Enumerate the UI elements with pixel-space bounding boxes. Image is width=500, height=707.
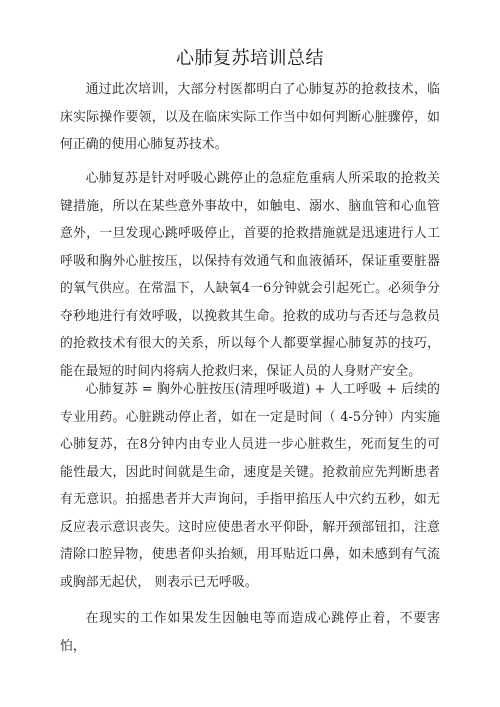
paragraph-1: 通过此次培训，大部分村医都明白了心肺复苏的抢救技术，临床实际操作要领，以及在临床实际工作当中如何判断心脏骤停，如何正确的使用心肺复苏技术。: [60, 82, 440, 152]
paragraph-3: 心肺复苏 = 胸外心脏按压(清理呼吸道) + 人工呼吸 + 后续的专业用药。心脏跳动停止者，如在一定是时间（ 4-5分钟）内实施心肺复苏，在8分钟内由专业人员进一步心脏救生，死而复生的可能性最大，因此时间就是生命，速度是关键。抢救前应先判断患者有无意识。拍摇患者并大声询问，手指甲掐压人中穴约五秒，如无反应表示意识丧失。这时应使患者水平仰卧，解开颈部钮扣，注意清除口腔异物，使患者仰头抬颏，用耳贴近口鼻，如未感到有气流或胸部无起伏， 则表示已无呼吸。: [60, 382, 440, 590]
paragraph-4: 在现实的工作如果发生因触电等而造成心跳停止着，不要害怕，: [60, 611, 440, 654]
page-title: 心肺复苏培训总结: [176, 48, 324, 69]
paragraph-2: 心肺复苏是针对呼吸心跳停止的急症危重病人所采取的抢救关键措施，所以在某些意外事故中，如触电、溺水、脑血管和心血管意外，一旦发现心跳呼吸停止，首要的抢救措施就是迅速进行人工呼吸和胸外心脏按压，以保持有效通气和血液循环，保证重要脏器的氧气供应。在常温下，人缺氧4一6分钟就会引起死亡。必须争分夺秒地进行有效呼吸，以挽救其生命。抢救的成功与否还与急救员的抢救技术有很大的关系，所以每个人都要掌握心肺复苏的技巧，能在最短的时间内将病人抢救归来，保证人员的人身财产安全。: [60, 171, 440, 379]
